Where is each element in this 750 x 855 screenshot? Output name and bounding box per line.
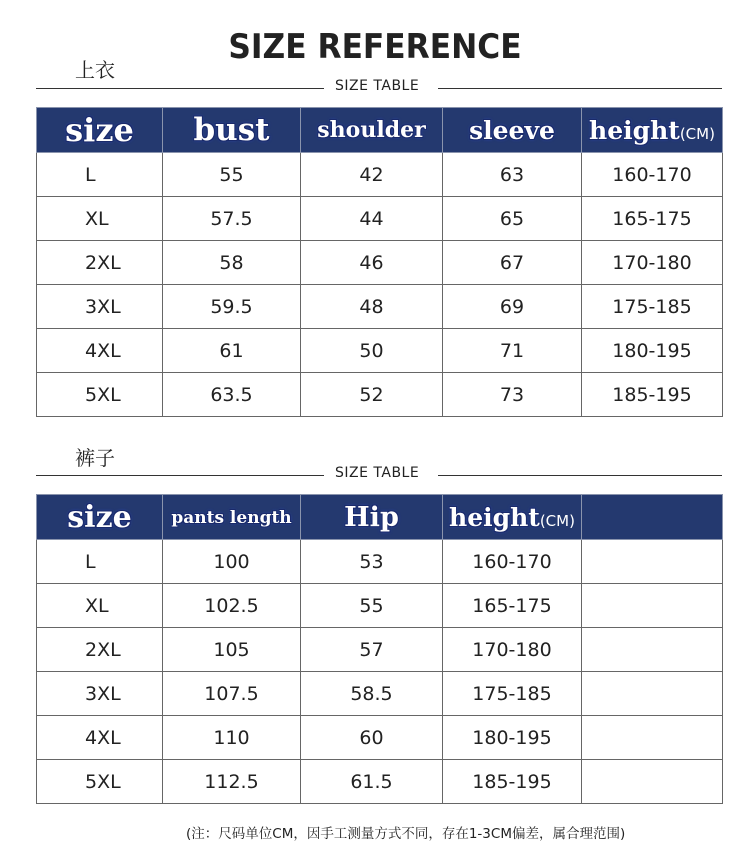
table-row: XL 102.5 55 165-175	[37, 584, 723, 628]
pants-header-row	[37, 495, 723, 540]
table-row: 2XL 105 57 170-180	[37, 628, 723, 672]
measurement-note: (注：尺码单位CM，因手工测量方式不同，存在1-3CM偏差，属合理范围)	[186, 826, 626, 842]
table-row: 5XL 112.5 61.5 185-195	[37, 760, 723, 804]
table-row: 5XL 63.5 52 73 185-195	[37, 373, 723, 417]
table-row: XL 57.5 44 65 165-175	[37, 197, 723, 241]
tops-header-bust: bust	[163, 108, 301, 153]
table-row: L 100 53 160-170	[37, 540, 723, 584]
tops-section-label: 上衣	[75, 58, 115, 82]
table-row: 3XL 107.5 58.5 175-185	[37, 672, 723, 716]
pants-header-empty	[582, 495, 723, 540]
table-row: 2XL 58 46 67 170-180	[37, 241, 723, 285]
tops-header-row	[37, 108, 723, 153]
tops-header-size: size	[37, 108, 163, 153]
tops-header-sleeve: sleeve	[443, 108, 582, 153]
tops-size-table-label: SIZE TABLE	[335, 78, 420, 94]
tops-height-unit: (CM)	[679, 124, 715, 143]
pants-height-unit: (CM)	[539, 511, 575, 530]
pants-header-size: size	[37, 495, 163, 540]
tops-header-shoulder: shoulder	[301, 108, 443, 153]
table-row: 4XL 61 50 71 180-195	[37, 329, 723, 373]
table-row: 3XL 59.5 48 69 175-185	[37, 285, 723, 329]
table-row: 4XL 110 60 180-195	[37, 716, 723, 760]
page-title: SIZE REFERENCE	[228, 27, 522, 67]
tops-size-table-divider	[36, 78, 722, 98]
pants-header-height: height(CM)	[443, 495, 582, 540]
table-row: L 55 42 63 160-170	[37, 153, 723, 197]
tops-header-height: height(CM)	[582, 108, 723, 153]
pants-size-table	[36, 494, 723, 804]
tops-size-table	[36, 107, 723, 417]
pants-section-label: 裤子	[75, 446, 115, 470]
pants-size-table-label: SIZE TABLE	[335, 465, 420, 481]
pants-size-table-divider	[36, 465, 722, 485]
pants-header-hip: Hip	[301, 495, 443, 540]
pants-header-pants-length: pants length	[163, 495, 301, 540]
